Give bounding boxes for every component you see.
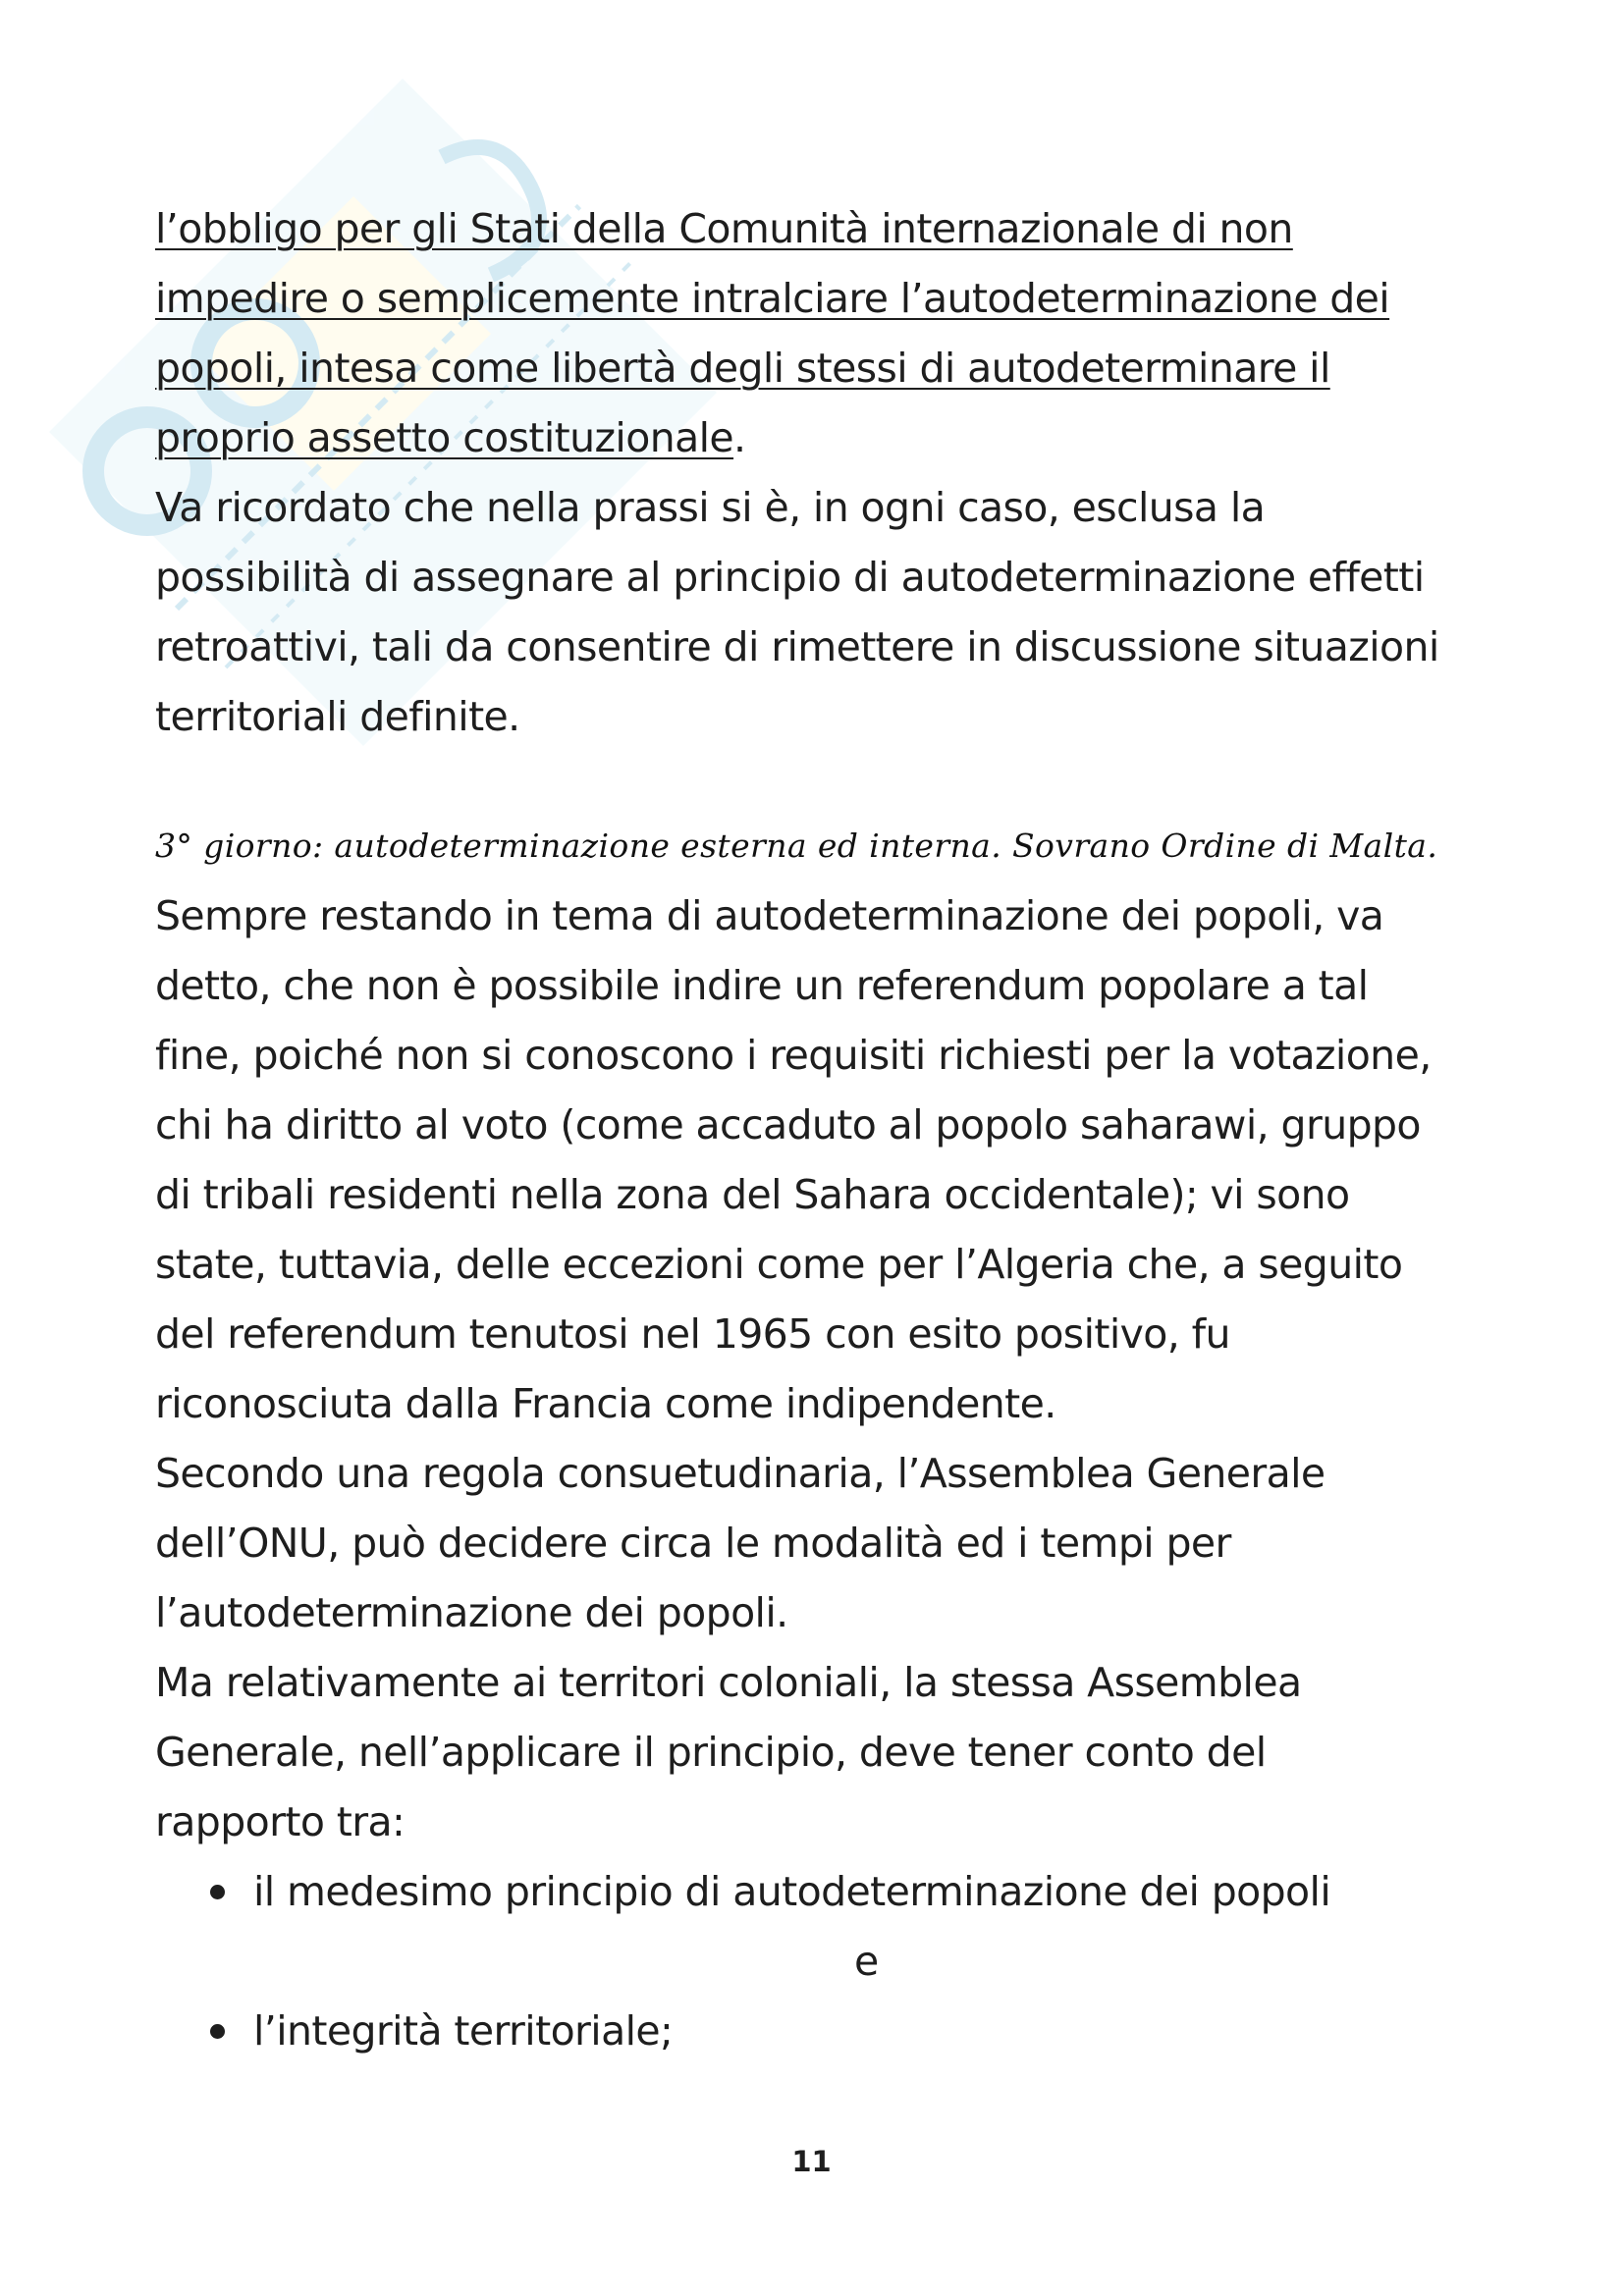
conjunction: e xyxy=(854,1938,879,1985)
page-number: 11 xyxy=(791,2145,832,2178)
text-line: l’autodeterminazione dei popoli. xyxy=(155,1589,788,1636)
text-line: Generale, nell’applicare il principio, deve tener conto del xyxy=(155,1729,1267,1776)
text-line: l’obbligo per gli Stati della Comunità internazionale di non xyxy=(155,205,1293,252)
text-line: retroattivi, tali da consentire di rimettere in discussione situazioni xyxy=(155,623,1439,670)
paragraph-assembly xyxy=(155,1439,1510,1648)
list-item-text: il medesimo principio di autodeterminazione dei popoli xyxy=(253,1868,1331,1915)
text-line: chi ha diritto al voto (come accaduto al popolo saharawi, gruppo xyxy=(155,1101,1421,1148)
text-line: di tribali residenti nella zona del Sahara occidentale); vi sono xyxy=(155,1171,1350,1218)
bullet-icon xyxy=(210,2024,225,2039)
text-line: popoli, intesa come libertà degli stessi di autodeterminare il xyxy=(155,345,1330,392)
text-line: possibilità di assegnare al principio di autodeterminazione effetti xyxy=(155,554,1425,601)
text-line: state, tuttavia, delle eccezioni come per l’Algeria che, a seguito xyxy=(155,1241,1403,1288)
list-item xyxy=(155,1997,1510,2066)
section-heading: 3° giorno: autodeterminazione esterna ed interna. Sovrano Ordine di Malta. xyxy=(155,827,1438,865)
bullet-list xyxy=(155,1857,1510,2066)
paragraph-obligation xyxy=(155,194,1510,473)
text-line: detto, che non è possibile indire un referendum popolare a tal xyxy=(155,962,1369,1009)
text-line: impedire o semplicemente intralciare l’autodeterminazione dei xyxy=(155,275,1390,322)
text-line: Va ricordato che nella prassi si è, in ogni caso, esclusa la xyxy=(155,484,1266,531)
text-line: rapporto tra: xyxy=(155,1798,406,1845)
text-line: del referendum tenutosi nel 1965 con esito positivo, fu xyxy=(155,1310,1230,1358)
document-body xyxy=(155,194,1510,2066)
text-line: Secondo una regola consuetudinaria, l’Assemblea Generale xyxy=(155,1450,1325,1497)
paragraph-referendum xyxy=(155,881,1510,1439)
text-line: Sempre restando in tema di autodeterminazione dei popoli, va xyxy=(155,892,1384,939)
text-line: riconosciuta dalla Francia come indipendente. xyxy=(155,1380,1056,1427)
paragraph-colonial xyxy=(155,1648,1510,1857)
text-line: dell’ONU, può decidere circa le modalità ed i tempi per xyxy=(155,1520,1231,1567)
list-item xyxy=(155,1857,1510,1927)
text-line: territoriali definite. xyxy=(155,693,520,740)
period: . xyxy=(733,414,746,461)
list-item-text: l’integrità territoriale; xyxy=(253,2007,674,2055)
text-line: proprio assetto costituzionale xyxy=(155,414,734,461)
text-line: fine, poiché non si conoscono i requisiti richiesti per la votazione, xyxy=(155,1032,1432,1079)
text-line: Ma relativamente ai territori coloniali, la stessa Assemblea xyxy=(155,1659,1302,1706)
paragraph-retroactivity xyxy=(155,473,1510,752)
bullet-icon xyxy=(210,1885,225,1899)
